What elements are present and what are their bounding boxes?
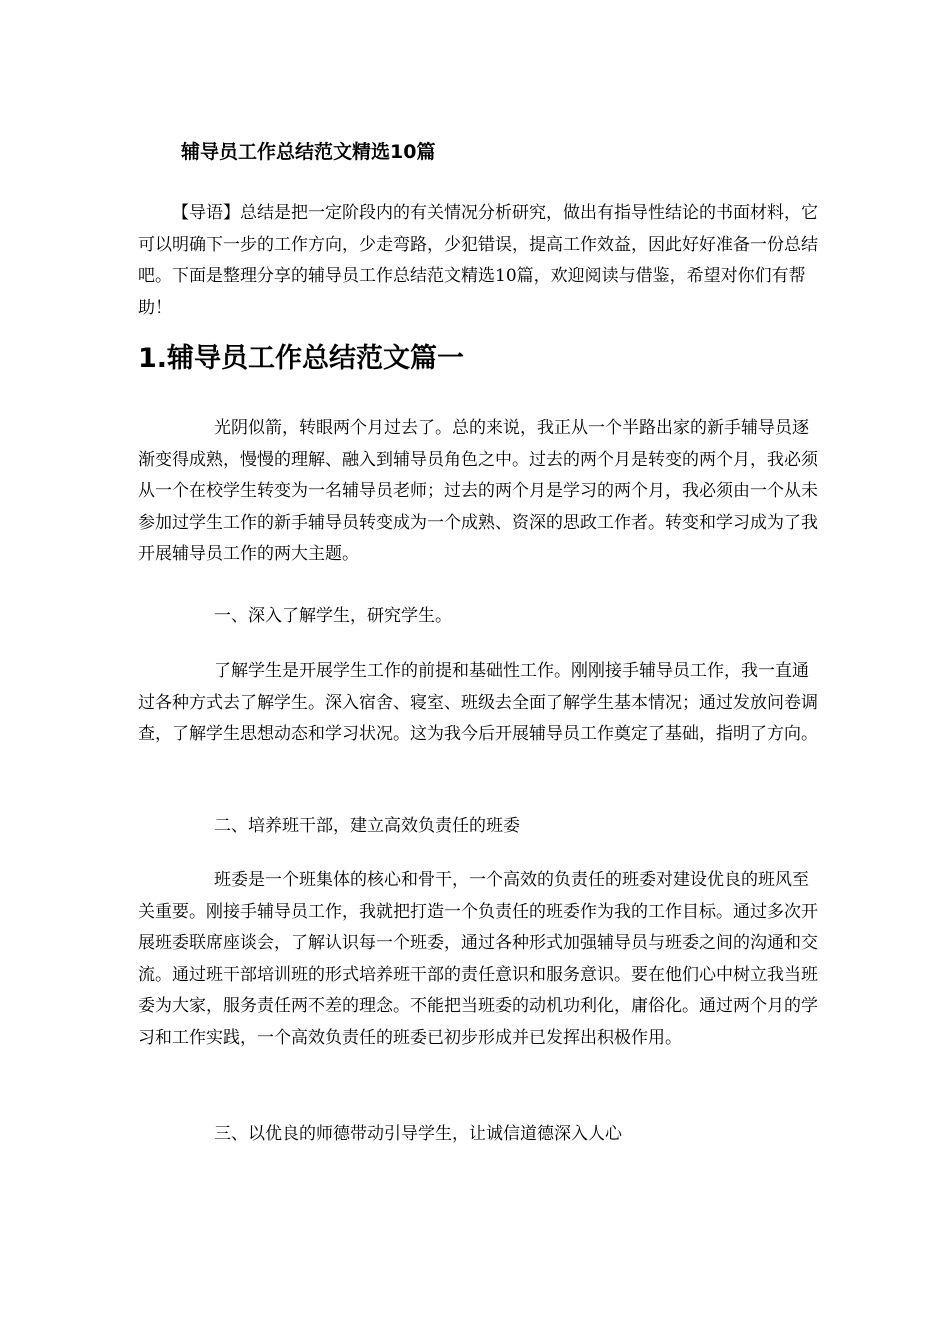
intro-paragraph: 【导语】总结是把一定阶段内的有关情况分析研究，做出有指导性结论的书面材料，它可以明确下一步的工作方向，少走弯路，少犯错误，提高工作效益，因此好好准备一份总结吧。下面是整理分享的辅导员工作总结范文精选10篇，欢迎阅读与借鉴，希望对你们有帮助！	[138, 203, 818, 318]
body-paragraph: 了解学生是开展学生工作的前提和基础性工作。刚刚接手辅导员工作，我一直通过各种方式去了解学生。深入宿舍、寝室、班级去全面了解学生基本情况；通过发放问卷调查，了解学生思想动态和学习状况。这为我今后开展辅导员工作奠定了基础，指明了方向。	[138, 661, 818, 744]
section-heading: 1.辅导员工作总结范文篇一	[138, 343, 465, 374]
subheading-2: 二、培养班干部，建立高效负责任的班委	[214, 816, 520, 836]
document-title: 辅导员工作总结范文精选10篇	[181, 141, 436, 163]
body-paragraph: 光阴似箭，转眼两个月过去了。总的来说，我正从一个半路出家的新手辅导员逐渐变得成熟，慢慢的理解、融入到辅导员角色之中。过去的两个月是转变的两个月，我必须从一个在校学生转变为一名辅导员老师；过去的两个月是学习的两个月，我必须由一个从未参加过学生工作的新手辅导员转变成为一个成熟、资深的思政工作者。转变和学习成为了我开展辅导员工作的两大主题。	[138, 418, 818, 564]
subheading-3: 三、以优良的师德带动引导学生，让诚信道德深入人心	[214, 1124, 622, 1144]
body-paragraph: 班委是一个班集体的核心和骨干，一个高效的负责任的班委对建设优良的班风至关重要。刚接手辅导员工作，我就把打造一个负责任的班委作为我的工作目标。通过多次开展班委联席座谈会，了解认识每一个班委，通过各种形式加强辅导员与班委之间的沟通和交流。通过班干部培训班的形式培养班干部的责任意识和服务意识。要在他们心中树立我当班委为大家，服务责任两不差的理念。不能把当班委的动机功利化，庸俗化。通过两个月的学习和工作实践，一个高效负责任的班委已初步形成并已发挥出积极作用。	[138, 870, 818, 1048]
subheading-1: 一、深入了解学生，研究学生。	[214, 606, 452, 626]
